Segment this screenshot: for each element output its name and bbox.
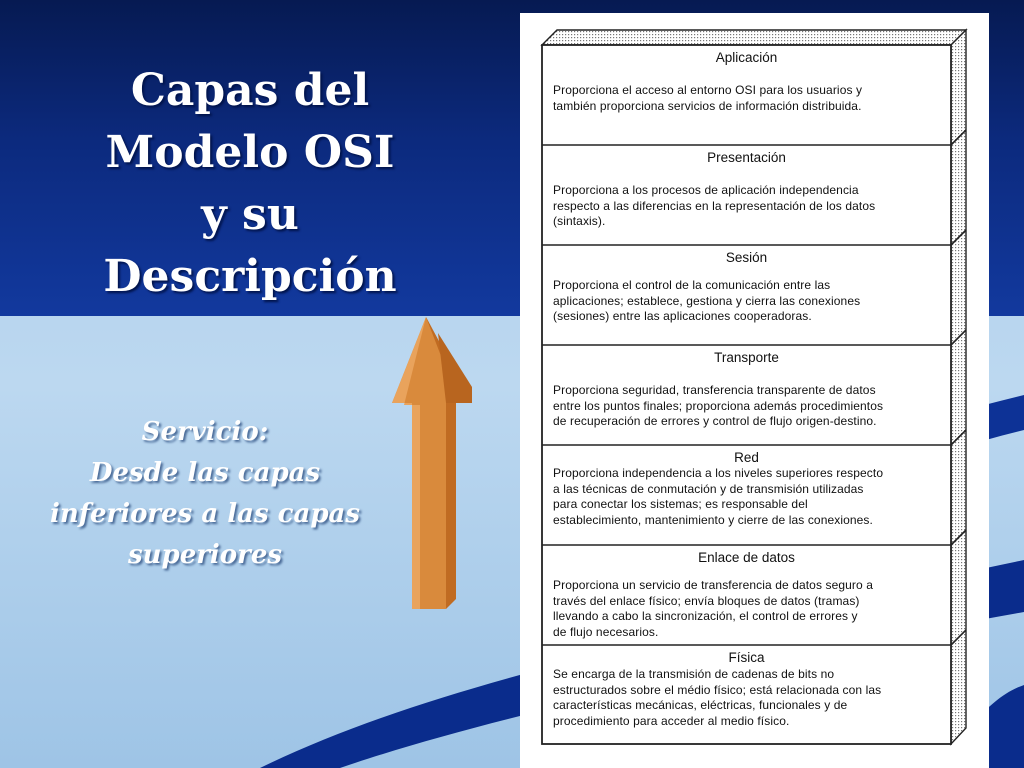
- osi-layer-fisica: [542, 645, 951, 744]
- layer-description: [553, 183, 943, 230]
- up-arrow-icon: [390, 315, 474, 611]
- osi-layer-sesion: [542, 245, 951, 345]
- layer-description-line: llevando a cabo la sincronización, el control de errores y: [553, 609, 858, 623]
- layer-description-line: Proporciona seguridad, transferencia transparente de datos: [553, 383, 876, 397]
- layer-description-line: a las técnicas de conmutación y de transmisión utilizadas: [553, 481, 864, 496]
- layer-description-line: de flujo necesarios.: [553, 624, 659, 639]
- layer-name: Sesión: [725, 250, 768, 265]
- layer-description-line: también proporciona servicios de información distribuida.: [553, 98, 862, 113]
- layer-name: Transporte: [714, 350, 779, 365]
- slide-title-line: y su: [201, 189, 299, 240]
- layer-description-line: Proporciona un servicio de transferencia de datos seguro a: [553, 578, 873, 592]
- layer-description: [553, 578, 943, 640]
- layer-name: Presentación: [707, 150, 786, 165]
- layer-description: [553, 83, 943, 114]
- layer-name: Aplicación: [715, 50, 778, 65]
- layer-description-line: Proporciona a los procesos de aplicación independencia: [553, 183, 859, 197]
- layer-description: [553, 278, 943, 325]
- layer-description-line: Proporciona el acceso al entorno OSI para los usuarios y: [553, 83, 863, 97]
- layer-description-line: aplicaciones; establece, gestiona y cierra las conexiones: [553, 293, 861, 308]
- service-caption-line: superiores: [127, 540, 283, 570]
- osi-layer-presentacion: [542, 145, 951, 245]
- layer-description-line: (sesiones) entre las aplicaciones cooperadoras.: [553, 309, 812, 323]
- layer-description-line: Proporciona independencia a los niveles superiores respecto: [553, 466, 884, 480]
- layer-name: Enlace de datos: [698, 550, 795, 565]
- slide-title-line: Descripción: [103, 251, 397, 302]
- service-caption-line: inferiores a las capas: [49, 499, 360, 529]
- layer-description-line: para conectar los sistemas; es responsable del: [553, 497, 808, 511]
- layer-description-line: estructurados sobre el médio físico; está relacionada con las: [553, 682, 882, 697]
- layer-description: [553, 466, 943, 528]
- osi-layer-enlace-de-datos: [542, 545, 951, 645]
- layer-description-line: establecimiento, mantenimiento y cierre de las conexiones.: [553, 512, 873, 527]
- osi-layer-transporte: [542, 345, 951, 445]
- layer-name: Red: [734, 450, 759, 465]
- slide-title-line: Capas del: [130, 65, 370, 116]
- layer-description-line: respecto a las diferencias en la representación de los datos: [553, 198, 876, 213]
- layer-description: [553, 383, 943, 430]
- osi-layer-aplicacion: [542, 45, 951, 145]
- layer-description-line: procedimiento para acceder al medio físico.: [553, 713, 790, 728]
- slide-title: [40, 60, 460, 308]
- layer-name: Física: [728, 650, 765, 665]
- layer-description-line: entre los puntos finales; proporciona además procedimientos: [553, 398, 884, 413]
- layer-description-line: características mecánicas, eléctricas, funcionales y de: [553, 698, 848, 712]
- osi-layer-red: [542, 445, 951, 545]
- layer-description-line: Se encarga de la transmisión de cadenas de bits no: [553, 667, 835, 681]
- service-caption-line: Desde las capas: [89, 458, 321, 488]
- layer-description-line: Proporciona el control de la comunicación entre las: [553, 278, 831, 292]
- slide-title-line: Modelo OSI: [105, 127, 395, 178]
- layer-description-line: través del enlace físico; envía bloques de datos (tramas): [553, 593, 860, 608]
- layer-description-line: (sintaxis).: [553, 214, 606, 228]
- layer-description: [553, 667, 943, 729]
- osi-layers-figure: [520, 13, 989, 768]
- service-caption: [30, 412, 380, 576]
- service-caption-line: Servicio:: [141, 417, 269, 447]
- layer-description-line: de recuperación de errores y control de flujo origen-destino.: [553, 414, 877, 428]
